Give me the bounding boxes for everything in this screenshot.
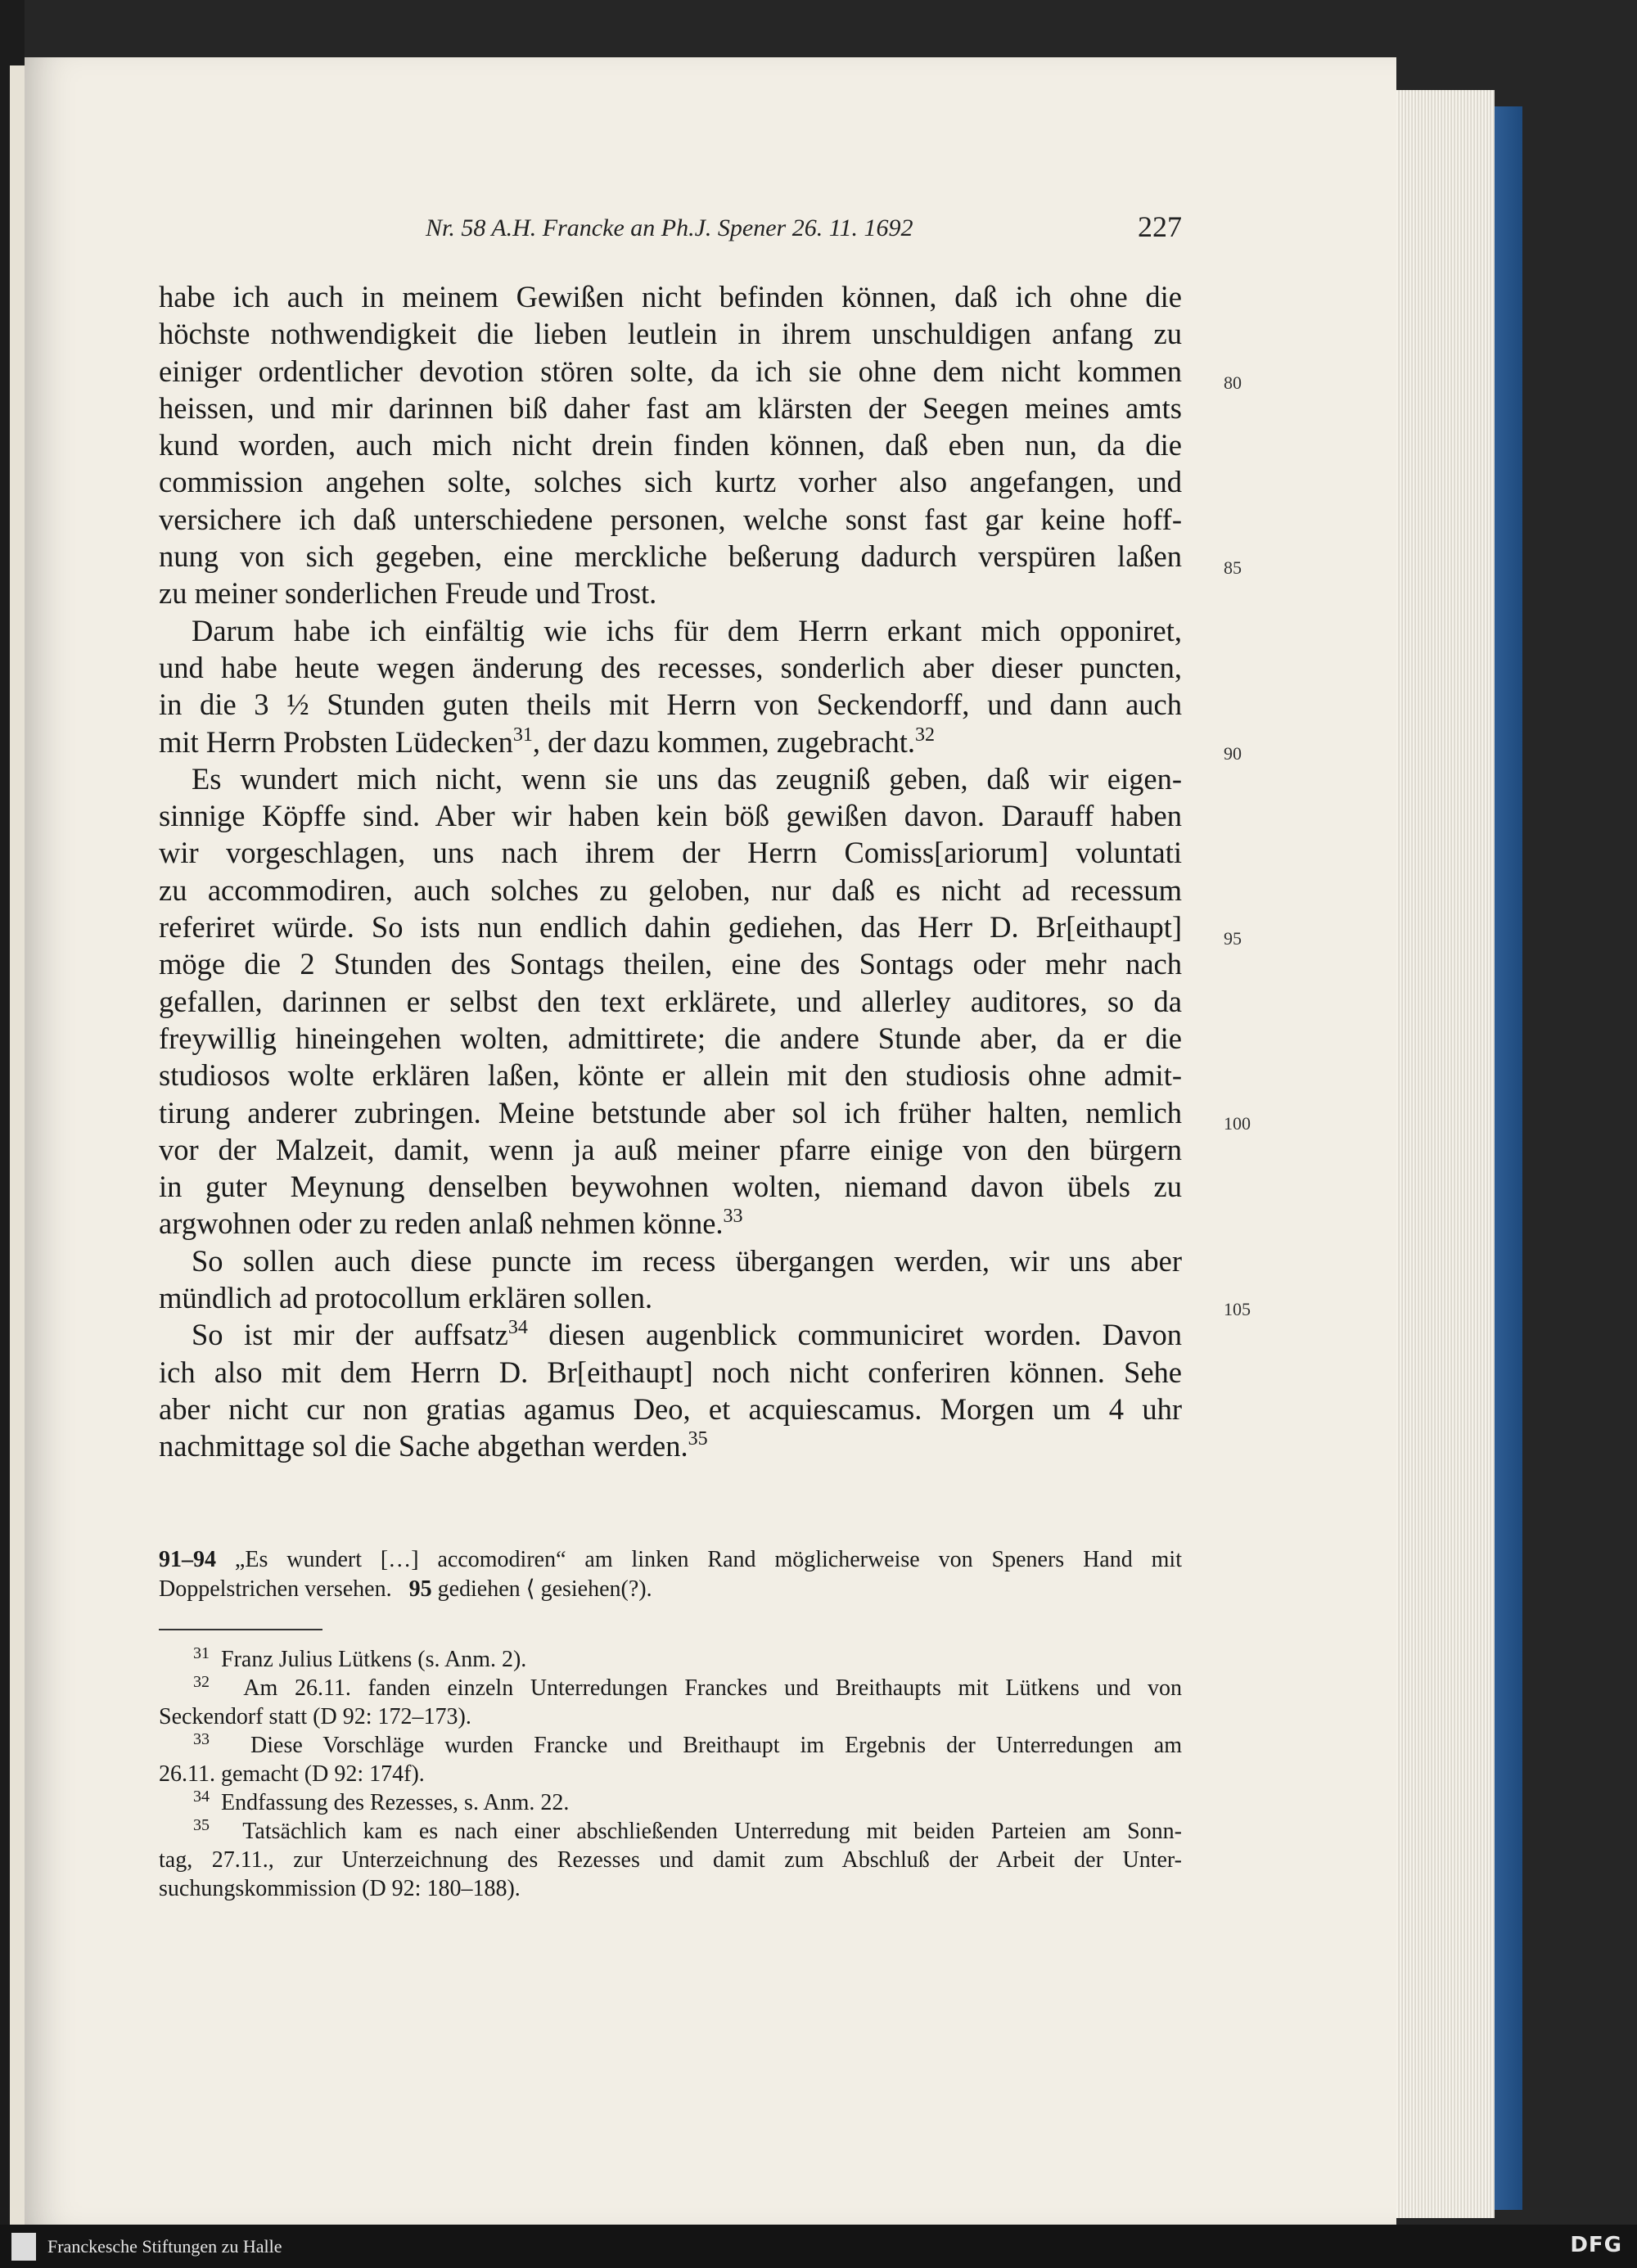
footnote-number: 32 — [193, 1673, 210, 1691]
footnote-ref-33: 33 — [723, 1206, 743, 1228]
text-line — [159, 724, 1182, 760]
text-line: sinnige Köpffe sind. Aber wir haben kein böß gewißen davon. Darauff haben — [159, 799, 1182, 833]
institution-logo-icon — [11, 2233, 36, 2261]
footnote-number: 35 — [193, 1816, 210, 1834]
text-line: und habe heute wegen änderung des recesses, sonderlich aber dieser puncten, — [159, 650, 1182, 684]
text-line — [159, 1205, 1182, 1242]
text-fragment: , der dazu kommen, zugebracht. — [532, 724, 916, 759]
text-line: wir vorgeschlagen, uns nach ihrem der Herrn Comiss[ariorum] voluntati — [159, 836, 1182, 870]
line-number: 80 — [1224, 372, 1242, 393]
footnote-ref-32: 32 — [915, 724, 936, 746]
footnote-ref-31: 31 — [512, 724, 533, 746]
viewer-bottom-bar — [0, 2225, 1637, 2268]
footnote-text: suchungskommission (D 92: 180–188). — [159, 1876, 521, 1901]
text-line: So sollen auch diese puncte im recess übergangen werden, wir uns aber — [192, 1243, 1182, 1278]
footnote-text: Am 26.11. fanden einzeln Unterredungen Franckes und Breithaupts mit Lütkens und von — [243, 1675, 1183, 1701]
text-line: aber nicht cur non gratias agamus Deo, et acquiescamus. Morgen um 4 uhr — [159, 1391, 1182, 1426]
text-line: ich also mit dem Herrn D. Br[eithaupt] noch nicht conferiren können. Sehe — [159, 1355, 1182, 1389]
main-text — [159, 278, 1182, 1465]
book-cover-edge — [1495, 106, 1522, 2210]
text-fragment: So ist mir der auffsatz — [192, 1318, 508, 1352]
line-number: 85 — [1224, 557, 1242, 578]
line-number: 90 — [1224, 743, 1242, 764]
text-line: commission angehen solte, solches sich kurtz vorher also angefangen, und — [159, 465, 1182, 499]
text-fragment: mit Herrn Probsten Lüdecken — [159, 724, 513, 759]
footnote-number: 34 — [193, 1788, 210, 1806]
apparatus-text: „Es wundert […] accomodiren“ am linken Rand möglicherweise von Speners Hand mit — [216, 1547, 1182, 1572]
footnote-ref-35: 35 — [688, 1428, 708, 1450]
text-line: in die 3 ½ Stunden guten theils mit Herrn von Seckendorff, und dann auch — [159, 688, 1182, 722]
footnotes — [159, 1645, 1182, 1903]
apparatus-ref: 95 — [408, 1576, 432, 1602]
footnote — [159, 1817, 1182, 1846]
footnote — [159, 1674, 1182, 1702]
text-line: studiosos wolte erklären laßen, könte er allein mit den studiosis ohne admit- — [159, 1058, 1182, 1093]
footnote-text: 26.11. gemacht (D 92: 174f). — [159, 1761, 425, 1787]
apparatus-text: Doppelstrichen versehen. — [159, 1576, 392, 1602]
text-line: zu accommodiren, auch solches zu geloben, nur daß es nicht ad recessum — [159, 872, 1182, 907]
line-number: 95 — [1224, 928, 1242, 949]
footnote-ref-34: 34 — [507, 1317, 528, 1339]
text-line: referiret würde. So ists nun endlich dahin gediehen, das Herr D. Br[eithaupt] — [159, 910, 1182, 945]
text-line — [159, 1316, 1182, 1353]
text-line: tirung anderer zubringen. Meine betstunde aber sol ich früher halten, nemlich — [159, 1095, 1182, 1129]
footnote — [159, 1645, 1182, 1674]
line-number: 100 — [1224, 1113, 1251, 1134]
footnote-number: 33 — [193, 1730, 210, 1748]
apparatus-ref: 91–94 — [159, 1547, 216, 1572]
text-line: mündlich ad protocollum erklären sollen. — [159, 1281, 653, 1315]
text-line: zu meiner sonderlichen Freude und Trost. — [159, 576, 657, 611]
footnote-divider — [159, 1629, 322, 1630]
footnote — [159, 1788, 1182, 1817]
line-number: 105 — [1224, 1299, 1251, 1319]
text-line: kund worden, auch mich nicht drein finden können, daß eben nun, da die — [159, 428, 1182, 462]
text-line: vor der Malzeit, damit, wenn ja auß meiner pfarre einige von den bürgern — [159, 1132, 1182, 1166]
text-line: freywillig hineingehen wolten, admittirete; die andere Stunde aber, da er die — [159, 1021, 1182, 1055]
text-line: höchste nothwendigkeit die lieben leutlein in ihrem unschuldigen anfang zu — [159, 317, 1182, 351]
text-line: Darum habe ich einfältig wie ichs für dem Herrn erkant mich opponiret, — [192, 613, 1182, 647]
text-fragment: diesen augenblick communiciret worden. Davon — [527, 1318, 1182, 1352]
text-line: versichere ich daß unterschiedene personen, welche sonst fast gar keine hoff- — [159, 502, 1182, 536]
footnote-text: tag, 27.11., zur Unterzeichnung des Rezesses und damit zum Abschluß der Arbeit der Unter- — [159, 1847, 1182, 1873]
text-line: möge die 2 Stunden des Sontags theilen, eine des Sontags oder mehr nach — [159, 947, 1182, 981]
footnote-text: Diese Vorschläge wurden Francke und Breithaupt im Ergebnis der Unterredungen am — [250, 1733, 1183, 1758]
text-line: gefallen, darinnen er selbst den text erklärete, und allerley auditores, so da — [159, 984, 1182, 1018]
footnote-text: Seckendorf statt (D 92: 172–173). — [159, 1704, 471, 1729]
text-line: heissen, und mir darinnen biß daher fast am klärsten der Seegen meines amts — [159, 390, 1182, 425]
critical-apparatus — [159, 1545, 1182, 1604]
apparatus-text: gediehen ⟨ gesiehen(?). — [431, 1576, 652, 1602]
text-line: Es wundert mich nicht, wenn sie uns das zeugniß geben, daß wir eigen- — [192, 761, 1182, 796]
text-line: habe ich auch in meinem Gewißen nicht befinden können, daß ich ohne die — [159, 280, 1182, 313]
text-line: einiger ordentlicher devotion stören solte, da ich sie ohne dem nicht kommen — [159, 354, 1182, 388]
page-stack-edge — [1396, 90, 1495, 2218]
page-number: 227 — [1138, 210, 1182, 243]
running-title: Nr. 58 A.H. Francke an Ph.J. Spener 26. 11. 1692 — [426, 214, 913, 241]
footnote — [159, 1731, 1182, 1760]
institution-name[interactable]: Franckesche Stiftungen zu Halle — [47, 2236, 282, 2257]
footnote-text: Tatsächlich kam es nach einer abschließenden Unterredung mit beiden Parteien am Sonn- — [242, 1819, 1183, 1844]
text-line: in guter Meynung denselben beywohnen wolten, niemand davon übels zu — [159, 1170, 1182, 1204]
text-fragment: argwohnen oder zu reden anlaß nehmen könne. — [159, 1206, 724, 1241]
apparatus-line — [159, 1575, 1182, 1604]
dfg-logo: DFG — [1570, 2233, 1622, 2257]
footnote-text: Franz Julius Lütkens (s. Anm. 2). — [221, 1647, 527, 1672]
apparatus-line — [159, 1545, 1182, 1575]
text-fragment: nachmittage sol die Sache abgethan werden. — [159, 1429, 688, 1463]
text-line: nung von sich gegeben, eine merckliche beßerung dadurch verspüren laßen — [159, 539, 1182, 574]
text-line — [159, 1427, 1182, 1464]
footnote-number: 31 — [193, 1644, 210, 1662]
footnote-text: Endfassung des Rezesses, s. Anm. 22. — [221, 1790, 570, 1815]
